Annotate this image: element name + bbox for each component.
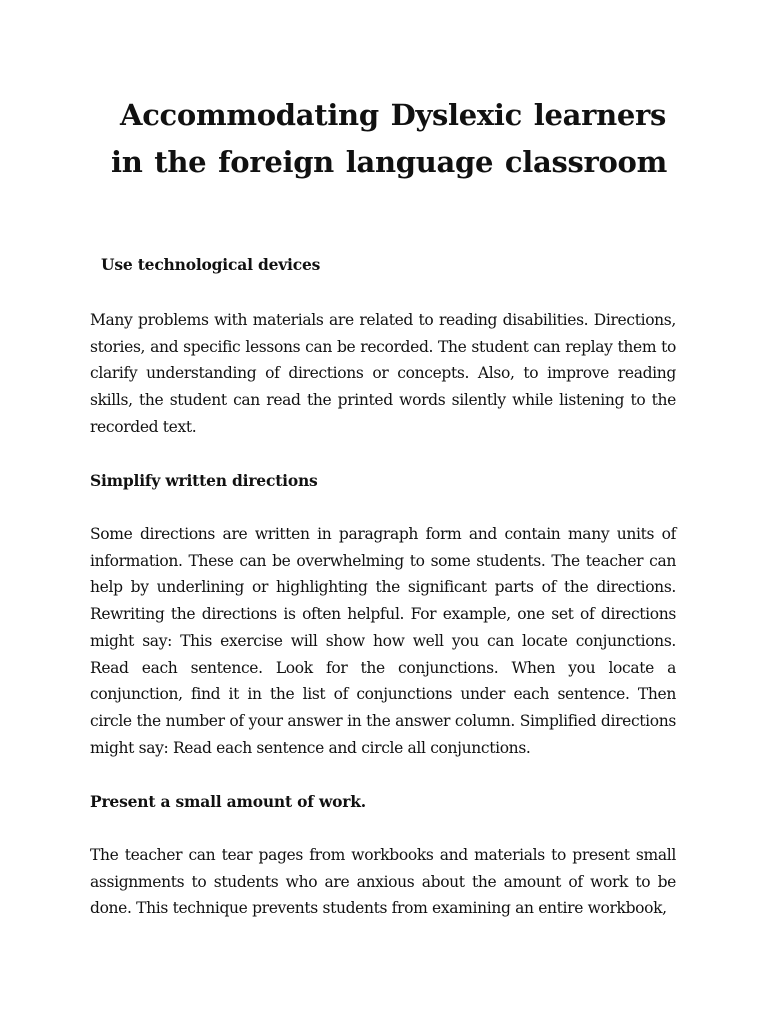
page-title — [90, 92, 667, 186]
title-line-1: Accommodating Dyslexic learners — [120, 98, 667, 132]
section-heading-technological-devices: Use technological devices — [101, 255, 321, 274]
section-body-technological-devices: Many problems with materials are related to reading disabilities. Directions, stories, and specific lessons can be recorded. The student can replay them to clarify understanding of directions or concepts. Also, to improve reading skills, the student can read the printed words silently while listening to the recorded text. — [90, 311, 676, 436]
section-heading-small-amount-of-work: Present a small amount of work. — [90, 792, 366, 811]
section-body-simplify-directions: Some directions are written in paragraph form and contain many units of information. These can be overwhelming to some students. The teacher can help by underlining or highlighting the significant parts of the directions. Rewriting the directions is often helpful. For example, one set of directions might say: This exercise will show how well you can locate conjunctions. Read each sentence. Look for the conjunctions. When you locate a conjunction, find it in the list of conjunctions under each sentence. Then circle the number of your answer in the answer column. Simplified directions might say: Read each sentence and circle all conjunctions. — [90, 525, 676, 757]
section-heading-simplify-directions: Simplify written directions — [90, 471, 318, 490]
title-line-2: in the foreign language classroom — [111, 145, 667, 179]
section-body-small-amount-of-work: The teacher can tear pages from workbooks and materials to present small assignments to students who are anxious about the amount of work to be done. This technique prevents students from examining an entire workbook, — [90, 846, 676, 918]
